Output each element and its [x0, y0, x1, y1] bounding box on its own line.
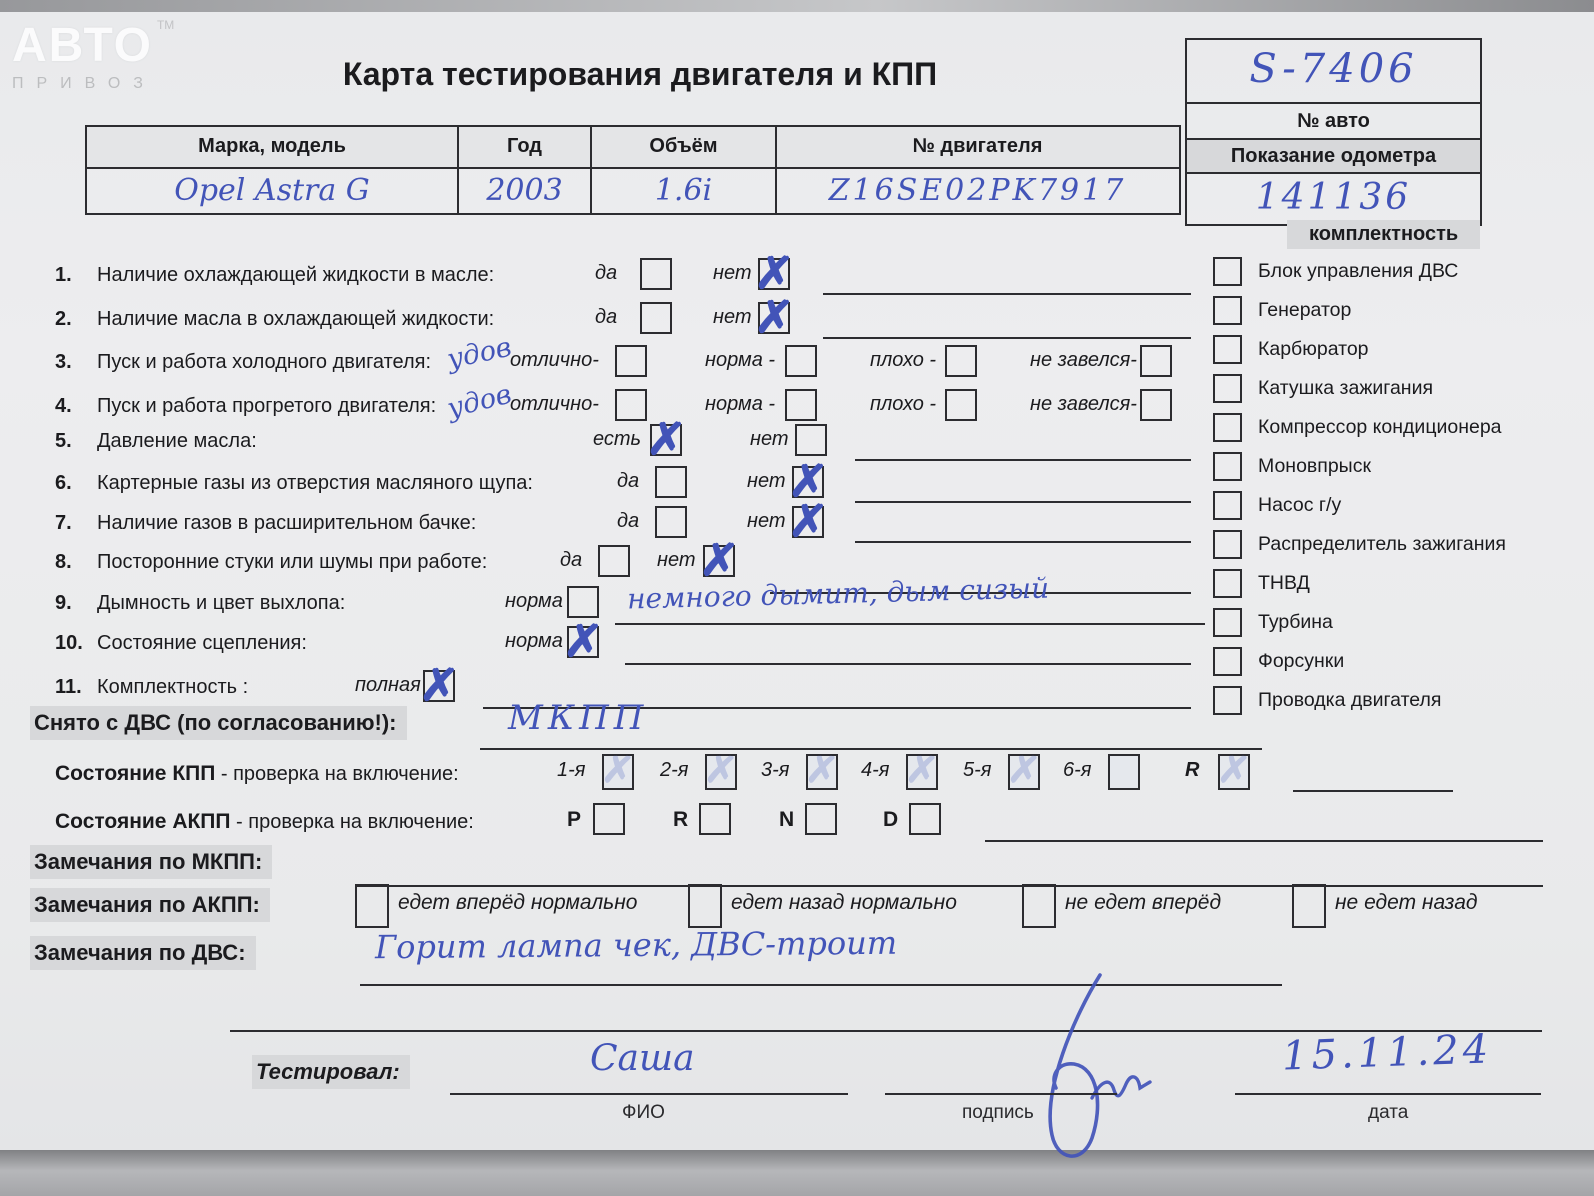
remarks-mkpp-label: Замечания по МКПП:: [30, 845, 272, 879]
car-number-row: [1187, 40, 1480, 102]
akpp-position-label: D: [883, 808, 899, 831]
year-header: Год: [457, 127, 590, 167]
row-label: Дымность и цвет выхлопа:: [97, 592, 346, 614]
date-line: [1235, 1093, 1541, 1095]
akpp-remark-option: не едет вперёд: [1065, 891, 1222, 914]
akpp-position-checkbox: [805, 803, 837, 835]
checkbox-nostart: [1140, 389, 1172, 421]
equipment-checkbox: [1213, 452, 1242, 481]
akpp-remark-checkbox: [688, 884, 722, 928]
equipment-item: Форсунки: [1205, 647, 1565, 679]
gear-label: 4-я: [861, 759, 890, 781]
akpp-position-label: N: [779, 808, 795, 831]
row-label: Наличие охлаждающей жидкости в масле:: [97, 264, 495, 286]
checklist-row-2: [55, 299, 1195, 343]
gear-label: 3-я: [761, 759, 790, 781]
gear-checkbox: [906, 754, 938, 790]
avtoprivoz-logo: [12, 18, 232, 93]
gear-label: 5-я: [963, 759, 992, 781]
vehicle-table: [85, 125, 1181, 215]
option-yes-label: да: [617, 470, 640, 492]
fio-caption: ФИО: [622, 1102, 665, 1123]
checkbox-present: [650, 424, 682, 456]
equipment-item: Турбина: [1205, 608, 1565, 640]
checkbox-excellent: [615, 345, 647, 377]
option-no-label: нет: [713, 262, 752, 284]
checkbox-no: [758, 302, 790, 334]
write-in-line: [823, 293, 1191, 295]
checklist-row-6: [55, 463, 1195, 507]
option-norm-label: норма -: [705, 393, 776, 415]
engine-no-value: Z16SE02PK7917: [775, 169, 1178, 213]
checkbox-yes: [640, 302, 672, 334]
write-in-line: [1293, 790, 1453, 792]
write-in-line: [625, 663, 1191, 665]
option-no-label: нет: [747, 470, 786, 492]
akpp-remark-option: едет назад нормально: [731, 891, 957, 914]
row-label: Комплектность :: [97, 676, 249, 698]
handwritten-grade: удов: [444, 331, 515, 376]
akpp-position-checkbox: [593, 803, 625, 835]
row-label: Пуск и работа прогретого двигателя:: [97, 395, 437, 417]
equipment-item: Распределитель зажигания: [1205, 530, 1565, 562]
row-label: Картерные газы из отверстия масляного щупа:: [97, 472, 533, 494]
checklist-row-3: [55, 331, 1195, 386]
row-number: 10.: [55, 632, 83, 654]
equipment-item: Компрессор кондиционера: [1205, 413, 1565, 445]
tested-by-label: Тестировал:: [252, 1055, 410, 1089]
write-in-line: [480, 748, 1262, 750]
write-in-line: [985, 840, 1543, 842]
kpp-check-row: [55, 752, 1545, 796]
row-number: 3.: [55, 351, 72, 373]
row-label: Давление масла:: [97, 430, 257, 452]
car-number-box: [1185, 38, 1482, 226]
equipment-checkbox: [1213, 413, 1242, 442]
fio-line: [450, 1093, 848, 1095]
signature-scribble: [1000, 970, 1180, 1180]
removed-from-engine-value: МКПП: [508, 698, 649, 738]
akpp-remark-checkbox: [355, 884, 389, 928]
row-number: 5.: [55, 430, 72, 452]
handwritten-grade: удов: [444, 378, 515, 425]
kpp-label-rest: - проверка на включение:: [215, 763, 459, 785]
equipment-item: ТНВД: [1205, 569, 1565, 601]
option-no-label: нет: [657, 549, 696, 571]
row-label: Наличие газов в расширительном бачке:: [97, 512, 477, 534]
date-value: 15.11.24: [1281, 1026, 1493, 1080]
row-number: 8.: [55, 551, 72, 573]
checkbox-bad: [945, 389, 977, 421]
gear-checkbox: [602, 754, 634, 790]
equipment-column: [1205, 220, 1565, 725]
car-number-value: S-7406: [1249, 46, 1418, 92]
volume-header: Объём: [590, 127, 775, 167]
akpp-position-checkbox: [909, 803, 941, 835]
option-yes-label: да: [560, 549, 583, 571]
scan-edge-top: [0, 0, 1594, 12]
akpp-position-checkbox: [699, 803, 731, 835]
logo-brand-text: АВТО: [12, 19, 153, 72]
checkbox-yes: [655, 466, 687, 498]
row-number: 6.: [55, 472, 72, 494]
akpp-label-bold: Состояние АКПП: [55, 810, 231, 833]
checkbox-yes: [598, 545, 630, 577]
row-number: 7.: [55, 512, 72, 534]
equipment-item: Моновпрыск: [1205, 452, 1565, 484]
equipment-checkbox: [1213, 296, 1242, 325]
option-nostart-label: не завелся-: [1030, 349, 1137, 371]
equipment-header: комплектность: [1287, 220, 1480, 249]
option-excellent-label: отлично-: [510, 393, 599, 415]
row-number: 2.: [55, 308, 72, 330]
remarks-dvs-label: Замечания по ДВС:: [30, 936, 256, 970]
gear-label: 1-я: [557, 759, 586, 781]
equipment-item: Генератор: [1205, 296, 1565, 328]
volume-value: 1.6i: [590, 169, 775, 213]
equipment-item: Проводка двигателя: [1205, 686, 1565, 718]
option-yes-label: да: [617, 510, 640, 532]
equipment-checkbox: [1213, 530, 1242, 559]
write-in-line: [855, 459, 1191, 461]
remarks-dvs-row: [30, 923, 1570, 986]
trademark-mark: ТМ: [156, 18, 175, 32]
option-full-label: полная: [355, 674, 421, 696]
vehicle-table-header: [87, 127, 1179, 167]
checkbox-no: [758, 258, 790, 290]
car-number-label: № авто: [1187, 102, 1480, 138]
option-no-label: нет: [713, 306, 752, 328]
tester-name-value: Саша: [590, 1038, 695, 1079]
checklist-row-10: [55, 623, 1195, 667]
row-label: Состояние сцепления:: [97, 632, 307, 654]
scan-edge-bottom: [0, 1150, 1594, 1196]
equipment-item: Карбюратор: [1205, 335, 1565, 367]
option-absent-label: нет: [750, 428, 789, 450]
option-yes-label: да: [595, 262, 618, 284]
row-label: Посторонние стуки или шумы при работе:: [97, 551, 488, 573]
equipment-item: Катушка зажигания: [1205, 374, 1565, 406]
checkbox-yes: [640, 258, 672, 290]
checkbox-full: [423, 670, 455, 702]
write-in-line: [823, 337, 1191, 339]
option-norm-label: норма: [505, 630, 563, 652]
equipment-item: Насос г/у: [1205, 491, 1565, 523]
signature-caption: подпись: [962, 1102, 1034, 1123]
checkbox-norm: [567, 626, 599, 658]
date-caption: дата: [1368, 1102, 1409, 1123]
option-norm-label: норма -: [705, 349, 776, 371]
checklist-row-1: [55, 255, 1195, 299]
row-number: 4.: [55, 395, 72, 417]
row-number: 9.: [55, 592, 72, 614]
gear-checkbox: [806, 754, 838, 790]
row-number: 1.: [55, 264, 72, 286]
remarks-dvs-value: Горит лампа чек, ДВС-троит: [374, 923, 898, 967]
remarks-akpp-label: Замечания по АКПП:: [30, 888, 270, 922]
option-excellent-label: отлично-: [510, 349, 599, 371]
removed-from-engine-row: [30, 698, 1290, 750]
checkbox-norm: [785, 389, 817, 421]
gear-label: 6-я: [1063, 759, 1092, 781]
akpp-remark-checkbox: [1022, 884, 1056, 928]
make-value: Opel Astra G: [174, 173, 370, 208]
equipment-checkbox: [1213, 257, 1242, 286]
option-yes-label: да: [595, 306, 618, 328]
checkbox-excellent: [615, 389, 647, 421]
form-title: Карта тестирования двигателя и КПП: [342, 56, 938, 92]
gear-checkbox: [705, 754, 737, 790]
checkbox-no: [792, 506, 824, 538]
akpp-remark-option: не едет назад: [1335, 891, 1478, 914]
checklist-row-7: [55, 503, 1195, 547]
checklist-row-5: [55, 421, 1195, 465]
equipment-checkbox: [1213, 569, 1242, 598]
signature-line: [885, 1093, 1117, 1095]
equipment-item: Блок управления ДВС: [1205, 257, 1565, 289]
engine-no-header: № двигателя: [775, 127, 1178, 167]
gear-checkbox: [1108, 754, 1140, 790]
option-bad-label: плохо -: [870, 393, 937, 415]
row-number: 11.: [55, 676, 82, 698]
equipment-checkbox: [1213, 335, 1242, 364]
row-label: Наличие масла в охлаждающей жидкости:: [97, 308, 495, 330]
gear-label-reverse: R: [1185, 759, 1200, 781]
checkbox-yes: [655, 506, 687, 538]
odometer-label: Показание одометра: [1187, 138, 1480, 172]
akpp-remark-checkbox: [1292, 884, 1326, 928]
equipment-checkbox: [1213, 608, 1242, 637]
odometer-value: 141136: [1255, 177, 1412, 218]
equipment-checkbox: [1213, 647, 1242, 676]
gear-label: 2-я: [660, 759, 689, 781]
checkbox-absent: [795, 424, 827, 456]
akpp-position-label: P: [567, 808, 582, 831]
option-norm-label: норма: [505, 590, 563, 612]
akpp-label-rest: - проверка на включение:: [230, 811, 474, 833]
odometer-row: [1187, 172, 1480, 224]
akpp-remark-option: едет вперёд нормально: [398, 891, 638, 914]
akpp-check-row: [55, 800, 1545, 844]
equipment-list: [1205, 257, 1565, 718]
logo-sub-text: ПРИВОЗ: [12, 75, 156, 92]
equipment-checkbox: [1213, 374, 1242, 403]
write-in-line: [355, 885, 1543, 887]
option-bad-label: плохо -: [870, 349, 937, 371]
vehicle-table-values: [87, 167, 1179, 213]
option-present-label: есть: [593, 428, 642, 450]
make-header: Марка, модель: [198, 135, 346, 157]
checkbox-nostart: [1140, 345, 1172, 377]
gear-checkbox: [1218, 754, 1250, 790]
equipment-checkbox: [1213, 491, 1242, 520]
handwritten-note: немного дымит, дым сизый: [626, 571, 1050, 616]
checkbox-no: [703, 545, 735, 577]
option-nostart-label: не завелся-: [1030, 393, 1137, 415]
option-no-label: нет: [747, 510, 786, 532]
removed-from-engine-label: Снято с ДВС (по согласованию!):: [30, 706, 407, 740]
kpp-label-bold: Состояние КПП: [55, 762, 216, 785]
remarks-mkpp-row: [30, 845, 1570, 889]
gear-checkbox: [1008, 754, 1040, 790]
checkbox-bad: [945, 345, 977, 377]
checkbox-norm: [785, 345, 817, 377]
akpp-position-label: R: [673, 808, 689, 831]
row-label: Пуск и работа холодного двигателя:: [97, 351, 432, 373]
year-value: 2003: [457, 169, 590, 213]
checklist-row-9: [55, 571, 1195, 627]
